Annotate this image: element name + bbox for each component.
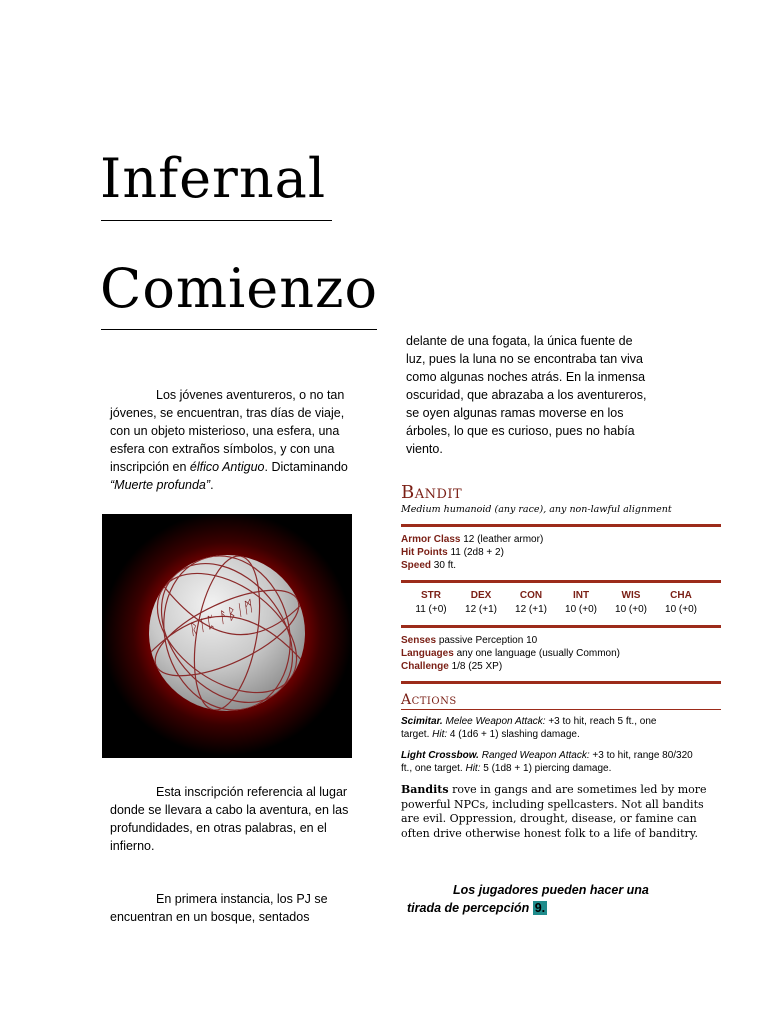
armor-class: Armor Class 12 (leather armor)	[401, 534, 544, 545]
action-scimitar: Scimitar. Melee Weapon Attack: +3 to hit, reach 5 ft., one target. Hit: 4 (1d6 + 1) slashing damage.	[401, 716, 657, 740]
text-line: profundidades, en otras palabras, en el	[110, 821, 327, 835]
sphere-illustration	[102, 514, 352, 758]
text-line: árboles, lo que es curioso, pues no había	[406, 424, 635, 438]
text-line: viento.	[406, 442, 443, 456]
text-line: se oyen algunas ramas moverse en los	[406, 406, 624, 420]
title-underline-1	[101, 220, 332, 221]
statblock-description: Bandits rove in gangs and are sometimes led by more powerful NPCs, including spellcasters. Not all bandits are evil. Oppression, drought, disease, or famine can often drive otherwise honest folk to a life of banditry.	[401, 783, 707, 840]
text-line: En primera instancia, los PJ se	[156, 892, 328, 906]
actions-divider	[401, 709, 721, 710]
text-line: como algunas noches atrás. En la inmensa	[406, 370, 646, 384]
text-line: delante de una fogata, la única fuente de	[406, 334, 633, 348]
hit-points: Hit Points 11 (2d8 + 2)	[401, 547, 504, 558]
text-line: Esta inscripción referencia al lugar	[156, 785, 348, 799]
statblock-divider	[401, 625, 721, 628]
senses: Senses passive Perception 10	[401, 635, 538, 646]
bandit-statblock	[401, 482, 723, 841]
perception-dc-highlight: 9.	[534, 901, 546, 915]
text-line: “Muerte profunda”.	[110, 478, 214, 492]
ability-dex: DEX 12 (+1)	[465, 590, 497, 615]
text-line: infierno.	[110, 839, 155, 853]
title-underline-2	[101, 329, 377, 330]
statblock-divider	[401, 580, 721, 583]
text-line: encuentran en un bosque, sentados	[110, 910, 310, 924]
statblock-name: Bandit	[401, 482, 463, 503]
sphere-svg	[102, 514, 352, 758]
perception-note	[407, 881, 649, 917]
text-line: jóvenes, se encuentran, tras días de viaje,	[110, 406, 345, 420]
page-title-line1: Infernal	[100, 147, 327, 210]
languages: Languages any one language (usually Common)	[401, 648, 621, 659]
statblock-divider	[401, 681, 721, 684]
intro-paragraph	[110, 386, 348, 494]
ability-int: INT 10 (+0)	[565, 590, 597, 615]
text-line: Los jóvenes aventureros, o no tan	[156, 388, 345, 402]
sphere-inscription: ᚱᛁᛈ ᚨᛒᛁᛗ	[185, 597, 255, 640]
text-line: esfera con extraños símbolos, y con una	[110, 442, 335, 456]
ability-scores	[406, 589, 706, 617]
text-line: luz, pues la luna no se encontraba tan viva	[406, 352, 643, 366]
text-line: con un objeto misterioso, una esfera, una	[110, 424, 340, 438]
second-paragraph	[110, 783, 348, 855]
right-column-paragraph	[406, 332, 646, 458]
ability-cha: CHA 10 (+0)	[665, 590, 697, 615]
text-line: Los jugadores pueden hacer una	[453, 883, 649, 897]
actions-heading: Actions	[401, 692, 457, 708]
text-line: donde se llevara a cabo la aventura, en las	[110, 803, 349, 817]
speed: Speed 30 ft.	[401, 560, 457, 571]
ability-con: CON 12 (+1)	[515, 590, 547, 615]
text-line: inscripción en élfico Antiguo. Dictaminando	[110, 460, 348, 474]
page-title-line2: Comienzo	[100, 257, 378, 320]
ability-str: STR 11 (+0)	[415, 590, 447, 615]
third-paragraph	[110, 890, 328, 926]
statblock-divider	[401, 524, 721, 527]
text-line: oscuridad, que abrazaba a los aventureros,	[406, 388, 647, 402]
action-light-crossbow: Light Crossbow. Ranged Weapon Attack: +3 to hit, range 80/320 ft., one target. Hit: 5 (1d8 + 1) piercing damage.	[401, 750, 693, 774]
statblock-meta: Medium humanoid (any race), any non-lawful alignment	[401, 504, 672, 515]
text-line: tirada de percepción 9.	[407, 901, 546, 915]
ability-wis: WIS 10 (+0)	[615, 590, 647, 615]
challenge: Challenge 1/8 (25 XP)	[401, 661, 503, 672]
